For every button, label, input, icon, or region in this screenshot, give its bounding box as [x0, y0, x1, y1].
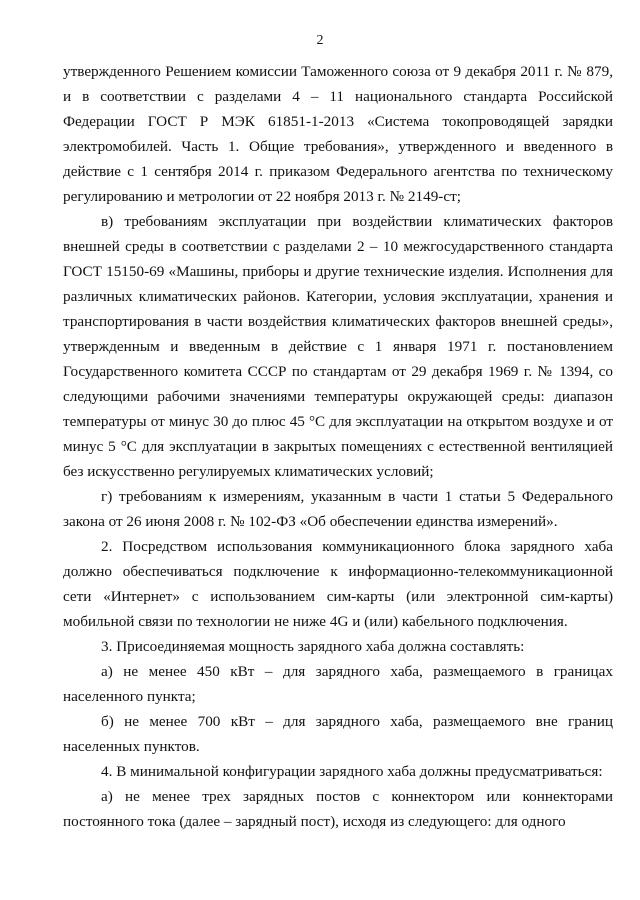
document-body: [63, 59, 613, 834]
paragraph: 4. В минимальной конфигурации зарядного хаба должны предусматриваться:: [101, 763, 603, 780]
paragraph: утвержденного Решением комиссии Таможенного союза от 9 декабря 2011 г. № 879, и в соответствии с разделами 4 – 11 национального стандарта Российской Федерации ГОСТ Р МЭК 61851-1-2013 «Система токопроводящей зарядки электромобилей. Часть 1. Общие требования», утвержденного и введенного в действие с 1 сентября 2014 г. приказом Федерального агентства по техническому регулированию и метрологии от 22 ноября 2013 г. № 2149-ст;: [63, 63, 613, 205]
paragraph: а) не менее 450 кВт – для зарядного хаба, размещаемого в границах населенного пункта;: [63, 663, 613, 705]
paragraph: г) требованиям к измерениям, указанным в части 1 статьи 5 Федерального закона от 26 июня 2008 г. № 102-ФЗ «Об обеспечении единства измерений».: [63, 488, 613, 530]
paragraph: а) не менее трех зарядных постов с коннектором или коннекторами постоянного тока (далее – зарядный пост), исходя из следующего: для одного: [63, 788, 613, 830]
page-number: 2: [316, 33, 324, 48]
paragraph: 3. Присоединяемая мощность зарядного хаба должна составлять:: [101, 638, 525, 655]
paragraph: 2. Посредством использования коммуникационного блока зарядного хаба должно обеспечиваться подключение к информационно-телекоммуникационной сети «Интернет» с использованием сим-карты (или электронной сим-карты) мобильной связи по технологии не ниже 4G и (или) кабельного подключения.: [63, 538, 613, 630]
paragraph: в) требованиям эксплуатации при воздействии климатических факторов внешней среды в соответствии с разделами 2 – 10 межгосударственного стандарта ГОСТ 15150-69 «Машины, приборы и другие технические изделия. Исполнения для различных климатических районов. Категории, условия эксплуатации, хранения и транспортирования в части воздействия климатических факторов внешней среды», утвержденным и введенным в действие с 1 января 1971 г. постановлением Государственного комитета СССР по стандартам от 29 декабря 1969 г. № 1394, со следующими рабочими значениями температуры окружающей среды: диапазон температуры от минус 30 до плюс 45 °С для эксплуатации на открытом воздухе и от минус 5 °С для эксплуатации в закрытых помещениях с естественной вентиляцией без искусственно регулируемых климатических условий;: [63, 213, 613, 480]
paragraph: б) не менее 700 кВт – для зарядного хаба, размещаемого вне границ населенных пунктов.: [63, 713, 613, 755]
